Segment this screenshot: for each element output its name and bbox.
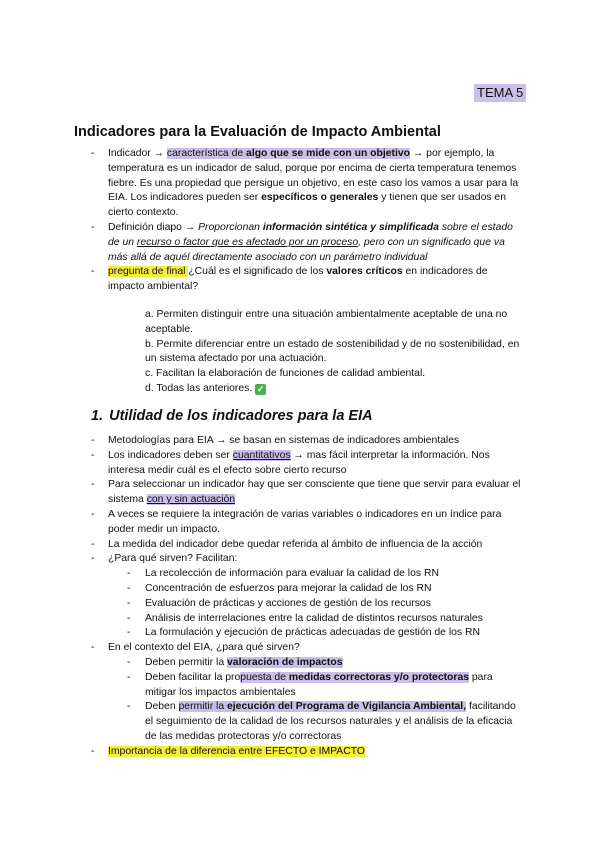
sub-item-facilitan: - Concentración de esfuerzos para mejorar la calidad de los RN — [0, 582, 517, 597]
sub-item-facilitan: - Evaluación de prácticas y acciones de gestión de los recursos — [0, 597, 517, 612]
list-item-contexto: - En el contexto del EIA, ¿para qué sirven? — [0, 641, 524, 656]
sub-item-facilitan: - La formulación y ejecución de prácticas adecuadas de gestión de los RN — [0, 626, 517, 641]
list-item-definicion: - Definición diapo → Proporcionan información sintética y simplificada sobre el estado de un recurso o factor que es afectado por un proceso, pero con un significado que va más allá de aquél directamente asociado con un parámetro individual — [0, 221, 524, 265]
answer-option-c: c. Facilitan la elaboración de funciones de calidad ambiental. — [145, 368, 426, 380]
list-item-pregunta: - pregunta de final ¿Cuál es el significado de los valores críticos en indicadores de impacto ambiental? — [0, 265, 524, 295]
section-heading: 1. Utilidad de los indicadores para la EIA — [91, 408, 373, 424]
definitions-list — [0, 147, 600, 295]
list-item-seleccionar: - Para seleccionar un indicador hay que ser consciente que tiene que servir para evaluar el sistema con y sin actuación — [0, 478, 524, 508]
sub-item-facilitan: - La recolección de información para evaluar la calidad de los RN — [0, 567, 517, 582]
list-item-importancia: - Importancia de la diferencia entre EFECTO e IMPACTO — [0, 745, 524, 760]
tema-label: TEMA 5 — [474, 84, 526, 102]
list-item-a-veces: - A veces se requiere la integración de varias variables o indicadores en un índice para poder medir un impacto. — [0, 508, 524, 538]
list-item-medida: - La medida del indicador debe quedar referida al ámbito de influencia de la acción — [0, 538, 524, 553]
answer-option-a: a. Permiten distinguir entre una situación ambientalmente aceptable de una no aceptable. — [145, 309, 508, 335]
answer-options — [0, 308, 600, 397]
list-item-metodologias: - Metodologías para EIA → se basan en sistemas de indicadores ambientales — [0, 434, 524, 449]
list-item-cuantitativos: - Los indicadores deben ser cuantitativos → mas fácil interpretar la información. Nos interesa medir cuál es el efecto sobre cierto recurso — [0, 449, 524, 479]
utilidad-list — [0, 434, 600, 760]
list-item-indicador: - Indicador → característica de algo que se mide con un objetivo → por ejemplo, la temperatura es un indicador de salud, porque por encima de cierta temperatura tenemos fiebre. Es una propiedad que persigue un objetivo, en este caso los vamos a usar para la EIA. Los indicadores pueden ser específicos o generales y tienen que ser usados en cierto contexto. — [0, 147, 524, 221]
check-mark-icon: ✓ — [256, 383, 265, 394]
page-title: Indicadores para la Evaluación de Impacto Ambiental — [74, 124, 441, 140]
answer-option-b: b. Permite diferenciar entre un estado de sostenibilidad y de no sostenibilidad, en un sistema afectado por una actuación. — [145, 338, 520, 365]
sub-item-vigilancia: - Deben permitir la ejecución del Programa de Vigilancia Ambiental, facilitando el seguimiento de la calidad de los recursos naturales y el análisis de la eficacia de las medidas protectoras y/o correctoras — [0, 700, 517, 744]
answer-option-d: d. Todas las anteriores. ✓ — [145, 382, 265, 394]
list-item-para-que: - ¿Para qué sirven? Facilitan: — [0, 552, 524, 567]
sub-item-facilitan: - Análisis de interrelaciones entre la calidad de distintos recursos naturales — [0, 612, 517, 627]
sub-item-medidas: - Deben facilitar la propuesta de medidas correctoras y/o protectoras para mitigar los impactos ambientales — [0, 671, 517, 701]
sub-item-valoracion: - Deben permitir la valoración de impactos — [0, 656, 517, 671]
